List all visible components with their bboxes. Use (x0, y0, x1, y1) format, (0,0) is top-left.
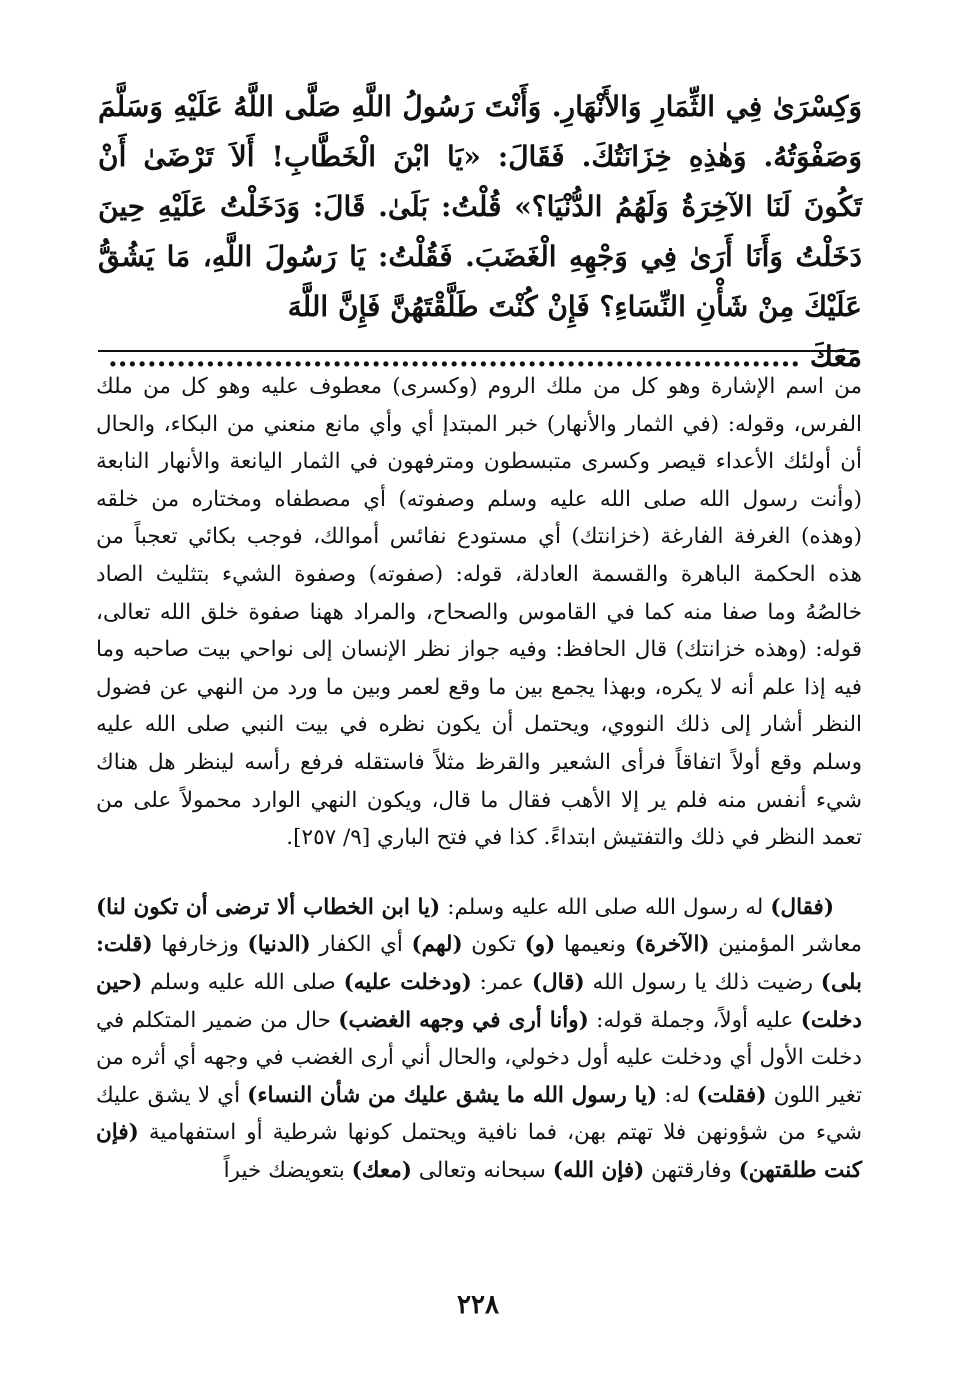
gloss: وفارقتهن (644, 1157, 739, 1183)
hadith-last-line: مَعَكَ ....................................................................... (108, 340, 862, 373)
quote: (لهم) (411, 932, 463, 958)
gloss: صلى الله عليه وسلم (142, 969, 344, 995)
gloss: ونعيمها (555, 932, 635, 958)
quote: (يا رسول الله ما يشق عليك من شأن النساء) (247, 1082, 658, 1108)
commentary-block (96, 368, 862, 1189)
quote: (و) (524, 932, 556, 958)
quote: (الدنيا) (247, 932, 311, 958)
quote: (يا ابن الخطاب ألا ترضى أن تكون لنا) (96, 894, 441, 920)
gloss: رضيت ذلك يا رسول الله (584, 969, 821, 995)
quote: (قال) (531, 969, 585, 995)
gloss: أي لا يشق عليك شيء من شؤونهن فلا تهتم بهن، فما نافية ويحتمل كونها شرطية أو استفهامية (96, 1082, 862, 1146)
gloss: أي الكفار (310, 932, 412, 958)
hadith-text: وَكِسْرَىٰ فِي الثِّمَارِ وَالأَنْهَارِ. وَأَنْتَ رَسُولُ اللَّهِ صَلَّى اللَّهُ عَلَيْهِ وَسَلَّمَ وَصَفْوَتُهُ. وَهٰذِهِ خِزَانَتُكَ. فَقَالَ: «يَا ابْنَ الْخَطَّابِ! أَلاَ تَرْضَىٰ أَنْ تَكُونَ لَنَا الآخِرَةُ وَلَهُمُ الدُّنْيَا؟» قُلْتُ: بَلَىٰ. قَالَ: وَدَخَلْتُ عَلَيْهِ حِينَ دَخَلْتُ وَأَنَا أَرَىٰ فِي وَجْهِهِ الْغَضَبَ. فَقُلْتُ: يَا رَسُولَ اللَّهِ، مَا يَشُقُّ عَلَيْكَ مِنْ شَأْنِ النِّسَاءِ؟ فَإِنْ كُنْتَ طَلَّقْتَهُنَّ فَإِنَّ اللَّهَ (98, 90, 863, 323)
gloss: سبحانه وتعالى (411, 1157, 553, 1183)
gloss: حال من ضمير المتكلم في دخلت الأول أي ودخلت عليه أول دخولي، والحال أني أرى الغضب في وجهه أي أثره من تغير اللون (96, 1007, 862, 1108)
page-number: ٢٢٨ (457, 1290, 499, 1320)
quote: (فقلت) (696, 1082, 767, 1108)
gloss: عمر: (471, 969, 532, 995)
quote: (حين دخلت) (96, 969, 862, 1033)
commentary-paragraph-1: من اسم الإشارة وهو كل من ملك الروم (وكسرى) معطوف عليه وهو كل من ملك الفرس، وقوله: (في الثمار والأنهار) خبر المبتدإ أي وأي مانع منعني من البكاء، والحال أن أولئك الأعداء قيصر وكسرى متبسطون ومترفهون في الثمار اليانعة والأنهار النابعة (وأنت رسول الله صلى الله عليه وسلم وصفوته) أي مصطفاه ومختاره من خلقه (وهذه) الغرفة الفارغة (خزانتك) أي مستودع نفائس أموالك، فوجب بكائي تعجباً من هذه الحكمة الباهرة والقسمة العادلة، قوله: (صفوته) وصفوة الشيء بتثليث الصاد خالصُهُ وما صفا منه كما في القاموس والصحاح، والمراد ههنا صفوة خلق الله تعالى، قوله: (وهذه خزانتك) قال الحافظ: وفيه جواز نظر الإنسان إلى نواحي بيت صاحبه وما فيه إذا علم أنه لا يكره، وبهذا يجمع بين ما وقع لعمر وبين ما ورد من النهي عن فضول النظر أشار إلى ذلك النووي، ويحتمل أن يكون نظره في بيت النبي صلى الله عليه وسلم وقع أولاً اتفاقاً فرأى الشعير والقرظ مثلاً فاستقله فرفع رأسه لينظر هل هناك شيء أنفس منه فلم ير إلا الأهب فقال ما قال، ويكون النهي الوارد محمولاً على من تعمد النظر في ذلك والتفتيش ابتداءً. كذا في فتح الباري [٩/ ٢٥٧]. (96, 374, 862, 851)
gloss: وزخارفها (152, 932, 248, 958)
gloss: معاشر المؤمنين (709, 932, 863, 958)
quote: (فإن كنت طلقتهن) (96, 1120, 862, 1183)
hadith-text-block (98, 82, 862, 382)
quote: (وأنا أرى في وجهه الغضب) (338, 1007, 589, 1033)
commentary-paragraph-2 (96, 889, 862, 1190)
gloss: له رسول الله صلى الله عليه وسلم: (440, 894, 771, 920)
gloss: له: (657, 1082, 697, 1108)
quote: (الآخرة) (634, 932, 710, 958)
gloss: بتعويضك خيراً (223, 1157, 352, 1183)
quote: (قلت: بلى) (96, 932, 862, 995)
footnote-divider (98, 350, 858, 352)
gloss: تكون (462, 932, 525, 958)
gloss: عليه أولاً، وجملة قوله: (588, 1007, 801, 1033)
quote: (معك) (351, 1157, 412, 1183)
quote: (فإن الله) (552, 1157, 645, 1183)
quote: (ودخلت عليه) (343, 969, 472, 995)
quote: (فقال) (770, 894, 834, 920)
